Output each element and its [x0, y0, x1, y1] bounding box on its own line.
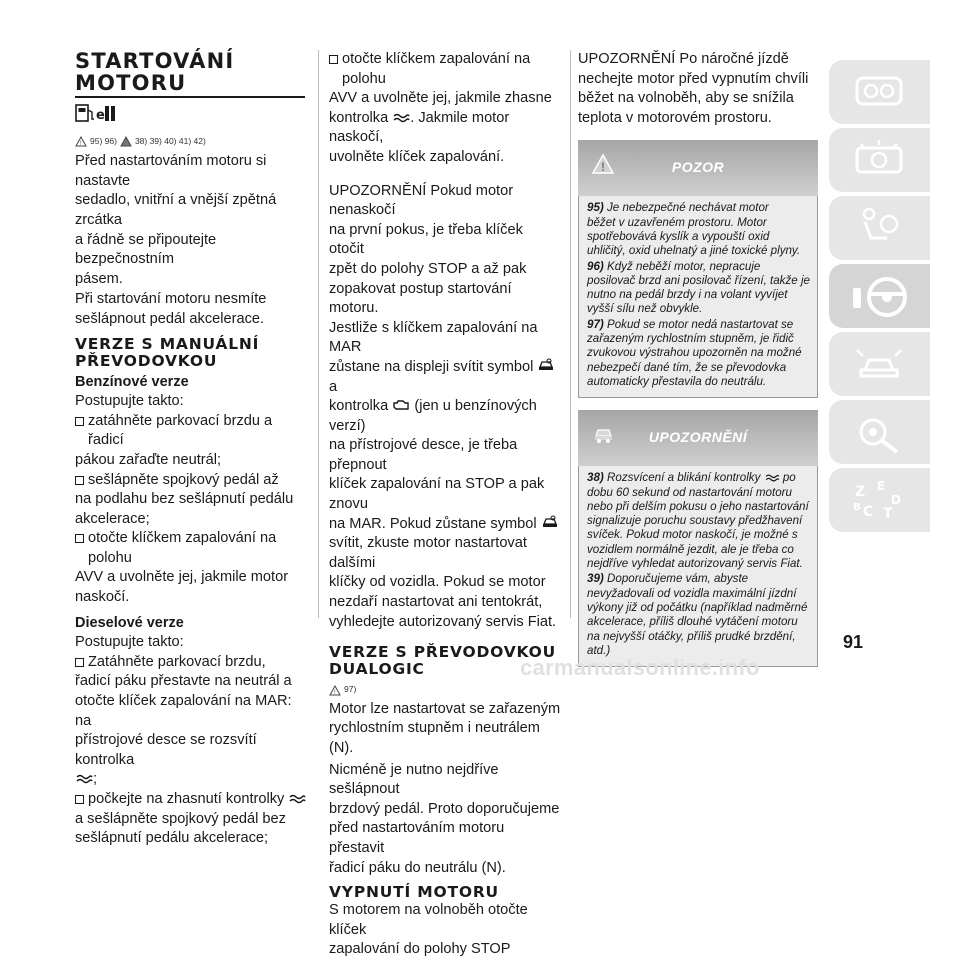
service-wrench-icon	[851, 408, 907, 456]
heading-manual: VERZE S MANUÁLNÍ PŘEVODOVKOU	[75, 334, 260, 370]
svg-text:D: D	[891, 493, 901, 507]
ref-numbers: 97)	[344, 684, 357, 695]
svg-text:C: C	[863, 504, 874, 520]
glow-plug-icon	[288, 793, 306, 805]
bullet-box-icon	[329, 55, 338, 64]
notice-paragraph: UPOZORNĚNÍ Po náročné jízdě nechejte motor před vypnutím chvíli běžet na volnoběh, aby se snížila teplota v motorovém prostoru.	[578, 51, 809, 126]
list-item: 39) Doporučujeme vám, abyste nevyžadovali od vozidla maximální jízdní výkony již od počátku (například nadměrné akcelerace, příliš dlouhé vytáčení motoru na nejvyšší otáčky, příliš prudké brzdění, atd.)	[587, 572, 808, 657]
list-item: 97) Pokud se motor nedá nastartovat se zařazeným rychlostním stupněm, je řidič zvukovou výstrahou upozorněn na možné nebezpečí dané tím, že se převodovka automaticky přestavila do neutrálu.	[587, 317, 802, 388]
chapter-tab-emergency[interactable]	[829, 332, 930, 396]
warning-triangle-icon	[329, 685, 341, 696]
column-divider	[318, 50, 319, 618]
warning-references	[329, 680, 561, 700]
warning-lights-icon	[851, 136, 907, 184]
list-item-cont: přístrojové desce se rozsvítí kontrolka	[75, 732, 257, 768]
list-item-cont: a sešlápněte spojkový pedál bez	[75, 810, 286, 827]
svg-text:e: e	[96, 108, 105, 123]
dualogic-paragraph: Motor lze nastartovat se zařazeným rychlostním stupněm i neutrálem (N). Nicméně je nutno nejdříve sešlápnout brzdový pedál. Proto doporučujeme před nastartováním motoru přestavit řadicí páku do neutrálu (N).	[329, 700, 561, 876]
key-steering-wheel-icon	[851, 272, 911, 322]
svg-text:E: E	[877, 479, 886, 493]
list-item-cont: ;	[75, 770, 307, 790]
chapter-sidebar	[829, 60, 930, 536]
heading-diesel: Dieselové verze	[75, 614, 184, 631]
list-item: počkejte na zhasnutí kontrolky	[75, 790, 307, 810]
bullet-box-icon	[75, 476, 84, 485]
car-dashboard-icon	[851, 68, 907, 116]
chapter-tab-safety[interactable]	[829, 196, 930, 260]
svg-text:!: !	[334, 689, 336, 696]
notice-box-header	[578, 410, 818, 466]
column-1	[75, 50, 307, 849]
list-item: 96) Když neběží motor, nepracuje posilovač brzd ani posilovač řízení, takže je nutno na pedál brzdy i na volant vyvíjet vyšší sílu než obvykle.	[587, 259, 810, 316]
chapter-tab-starting-driving[interactable]	[829, 264, 930, 328]
watermark: carmanualsonline.info	[520, 655, 760, 680]
chapter-tab-warning-lights[interactable]	[829, 128, 930, 192]
notice-paragraph: UPOZORNĚNÍ Pokud motor nenaskočí na první pokus, je třeba klíček otočit zpět do polohy STOP a až pak zopakovat postup startování motoru. Jestliže s klíčkem zapalování na MAR zůstane na displeji svítit symbol a kontrolka (jen u benzínových verzí) na přístrojové desce, je třeba přepnout klíček zapalování na STOP a pak znovu na MAR. Pokud zůstane symbol svítit, zkuste motor nastartovat dalšími klíčky od vozidla. Pokud se motor nezdaří nastartovat ani tentokrát, vyhledejte autorizovaný servis Fiat.	[329, 182, 561, 633]
warning-references	[75, 132, 307, 152]
chapter-tab-maintenance[interactable]	[829, 400, 930, 464]
list-item-cont: naskočí.	[75, 589, 130, 606]
fuel-pump-icon	[75, 103, 121, 123]
engine-check-icon	[392, 398, 410, 412]
notice-box-body	[578, 466, 818, 667]
list-item-cont: řadicí páku přestavte na neutrál a	[75, 673, 292, 690]
bullet-box-icon	[75, 795, 84, 804]
list-item: Zatáhněte parkovací brzdu,	[75, 653, 307, 673]
glow-plug-icon	[75, 773, 93, 785]
ref-numbers: 95) 96)	[90, 135, 117, 146]
instruction-intro: Postupujte takto:	[75, 634, 184, 651]
heading-engine-off: VYPNUTÍ MOTORU	[329, 883, 499, 902]
list-item-cont: otočte klíček zapalování na MAR: na	[75, 693, 292, 729]
alphabet-index-icon	[851, 476, 907, 524]
danger-box-body	[578, 196, 818, 398]
airbag-seat-icon	[851, 204, 907, 252]
danger-box-header	[578, 140, 818, 196]
intro-paragraph: Před nastartováním motoru si nastavte sedadlo, vnitřní a vnější zpětná zrcátka a řádně se připoutejte bezpečnostním pásem.	[75, 153, 277, 287]
list-item-cont: na podlahu bez sešlápnutí pedálu	[75, 491, 294, 508]
immobilizer-car-key-icon	[541, 515, 559, 530]
svg-text:Z: Z	[855, 484, 866, 500]
intro-paragraph-2: Při startování motoru nesmíte sešlápnout pedál akcelerace.	[75, 291, 267, 327]
list-item-cont: sešlápnutí pedálu akcelerace;	[75, 830, 269, 847]
list-item-cont: kontrolka . Jakmile motor naskočí,	[329, 109, 510, 146]
column-2	[329, 50, 561, 960]
svg-text:!: !	[80, 140, 82, 147]
list-item: zatáhněte parkovací brzdu a řadicí	[75, 412, 307, 451]
page-title: STARTOVÁNÍ MOTORU	[75, 49, 235, 95]
glow-plug-icon	[764, 473, 780, 483]
list-item: sešlápněte spojkový pedál až	[75, 471, 307, 491]
column-divider	[570, 50, 571, 618]
chapter-tab-dashboard[interactable]	[829, 60, 930, 124]
list-item: 95) Je nebezpečné nechávat motor běžet v uzavřeném prostoru. Motor spotřebovává kyslík a vypouští oxid uhličitý, oxid uhelnatý a jiné toxické plyny.	[587, 201, 801, 258]
svg-text:!: !	[601, 160, 605, 175]
list-item-cont: AVV a uvolněte jej, jakmile zhasne	[329, 90, 552, 107]
danger-box-title: POZOR	[671, 159, 725, 176]
svg-text:B: B	[853, 502, 861, 513]
heading-dualogic: VERZE S PŘEVODOVKOU DUALOGIC	[329, 643, 556, 679]
caution-triangle-icon	[120, 136, 132, 147]
glow-plug-icon	[392, 112, 410, 124]
list-item: otočte klíčkem zapalování na polohu	[329, 50, 561, 89]
svg-text:T: T	[883, 506, 893, 522]
list-item: otočte klíčkem zapalování na polohu	[75, 529, 307, 568]
list-item-cont: AVV a uvolněte jej, jakmile motor	[75, 569, 289, 586]
list-item-cont: akcelerace;	[75, 510, 150, 527]
bullet-box-icon	[75, 534, 84, 543]
title-rule	[75, 96, 305, 98]
ref-numbers: 38) 39) 40) 41) 42)	[134, 135, 206, 146]
car-crash-warning-icon	[851, 340, 907, 388]
list-item-cont: uvolněte klíček zapalování.	[329, 148, 505, 165]
notice-box-title: UPOZORNĚNÍ	[648, 429, 748, 446]
bullet-box-icon	[75, 658, 84, 667]
heading-petrol: Benzínové verze	[75, 373, 189, 390]
page-number: 91	[843, 632, 864, 652]
warning-triangle-icon	[75, 136, 87, 147]
instruction-intro: Postupujte takto:	[75, 393, 184, 410]
list-item: 38) Rozsvícení a blikání kontrolky po dobu 60 sekund od nastartování motoru nebo při delším pokusu o jeho nastartování signalizuje poruchu soustavy předžhavení svíček. Pokud motor naskočí, je možné s vozidlem normálně jezdit, ale je třeba co nejdříve vyhledat autorizovaný servis Fiat.	[587, 471, 809, 571]
column-3	[578, 50, 818, 667]
engine-off-paragraph: S motorem na volnoběh otočte klíček zapalování do polohy STOP	[329, 902, 528, 958]
chapter-tab-index[interactable]	[829, 468, 930, 532]
list-item-cont: pákou zařaďte neutrál;	[75, 451, 222, 468]
immobilizer-car-key-icon	[537, 358, 555, 373]
bullet-box-icon	[75, 417, 84, 426]
